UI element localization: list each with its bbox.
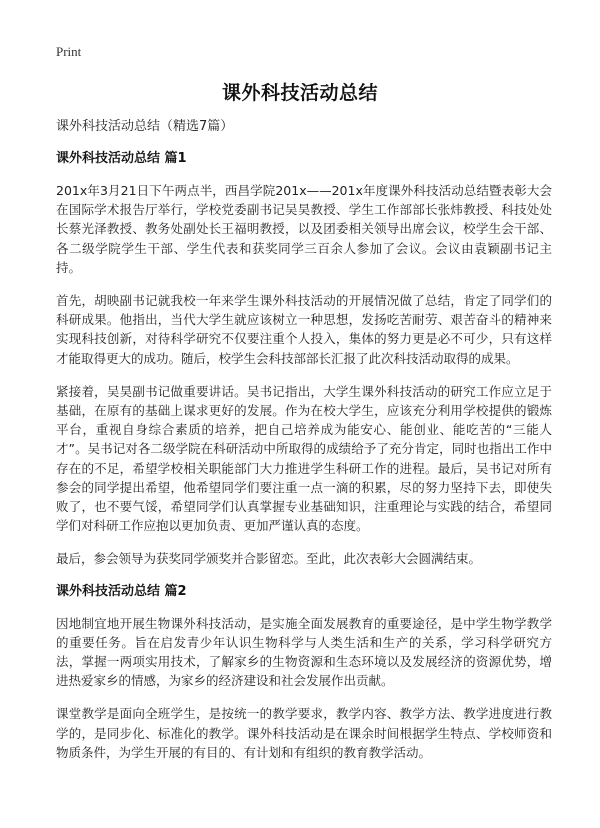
section-heading: 课外科技活动总结 篇1 <box>56 151 187 166</box>
section-heading: 课外科技活动总结 篇2 <box>56 583 187 599</box>
paragraph: 首先，胡映副书记就我校一年来学生课外科技活动的开展情况做了总结，肯定了同学们的科研成果。他指出，当代大学生就应该树立一种思想，发扬吃苦耐劳、艰苦奋斗的精神来实现科技创新，对待科学研究不仅要注重个人投入，集体的努力更是必不可少，只有这样才能取得更大的成功。随后，校学生会科技部部长汇报了此次科技活动取得的成果。 <box>56 293 552 366</box>
document-body <box>56 118 552 776</box>
print-link[interactable]: Print <box>56 44 82 59</box>
document-title: 课外科技活动总结 <box>221 82 378 104</box>
paragraph: 紧接着，吴昊副书记做重要讲话。吴书记指出，大学生课外科技活动的研究工作应立足于基础，在原有的基础上谋求更好的发展。作为在校大学生，应该充分利用学校提供的锻炼平台，重视自身综合素质的培养，把自己培养成为能安心、能创业、能吃苦的“三能人才”。吴书记对各二级学院在科研活动中所取得的成绩给予了充分肯定，同时也指出工作中存在的不足，希望学校相关职能部门大力推进学生科研工作的进程。最后，吴书记对所有参会的同学提出希望，他希望同学们要注重一点一滴的积累，尽的努力坚持下去，即使失败了，也不要气馁，希望同学们认真掌握专业基础知识，注重理论与实践的结合，希望同学们对科研工作应抱以更加负责、更加严谨认真的态度。 <box>56 383 552 534</box>
paragraph: 最后，参会领导为获奖同学颁奖并合影留恋。至此，此次表彰大会圆满结束。 <box>56 551 482 567</box>
section-2 <box>56 583 552 762</box>
document-subtitle: 课外科技活动总结（精选7篇） <box>56 119 234 134</box>
paragraph: 201x年3月21日下午两点半，西昌学院201x——201x年度课外科技活动总结暨表彰大会在国际学术报告厅举行，学校党委副书记吴昊教授、学生工作部部长张炜教授、科技处处长蔡光泽教授、教务处副处长王福明教授，以及团委相关领导出席会议，校学生会干部、各二级学院学生干部、学生代表和获奖同学三百余人参加了会议。会议由袁颖副书记主持。 <box>56 183 552 275</box>
paragraph: 因地制宜地开展生物课外科技活动，是实施全面发展教育的重要途径，是中学生物学教学的重要任务。旨在启发青少年认识生物科学与人类生活和生产的关系，学习科学研究方法，掌握一两项实用技术，了解家乡的生物资源和生态环境以及发展经济的资源优势，增进热爱家乡的情感，为家乡的经济建设和社会发展作出贡献。 <box>56 615 552 689</box>
paragraph: 课堂教学是面向全班学生，是按统一的教学要求，教学内容、教学方法、教学进度进行教学的，是同步化、标准化的教学。课外科技活动是在课余时间根据学生特点、学校师资和物质条件，为学生开展的有目的、有计划和有组织的教育教学活动。 <box>56 706 552 760</box>
section-1 <box>56 150 552 569</box>
